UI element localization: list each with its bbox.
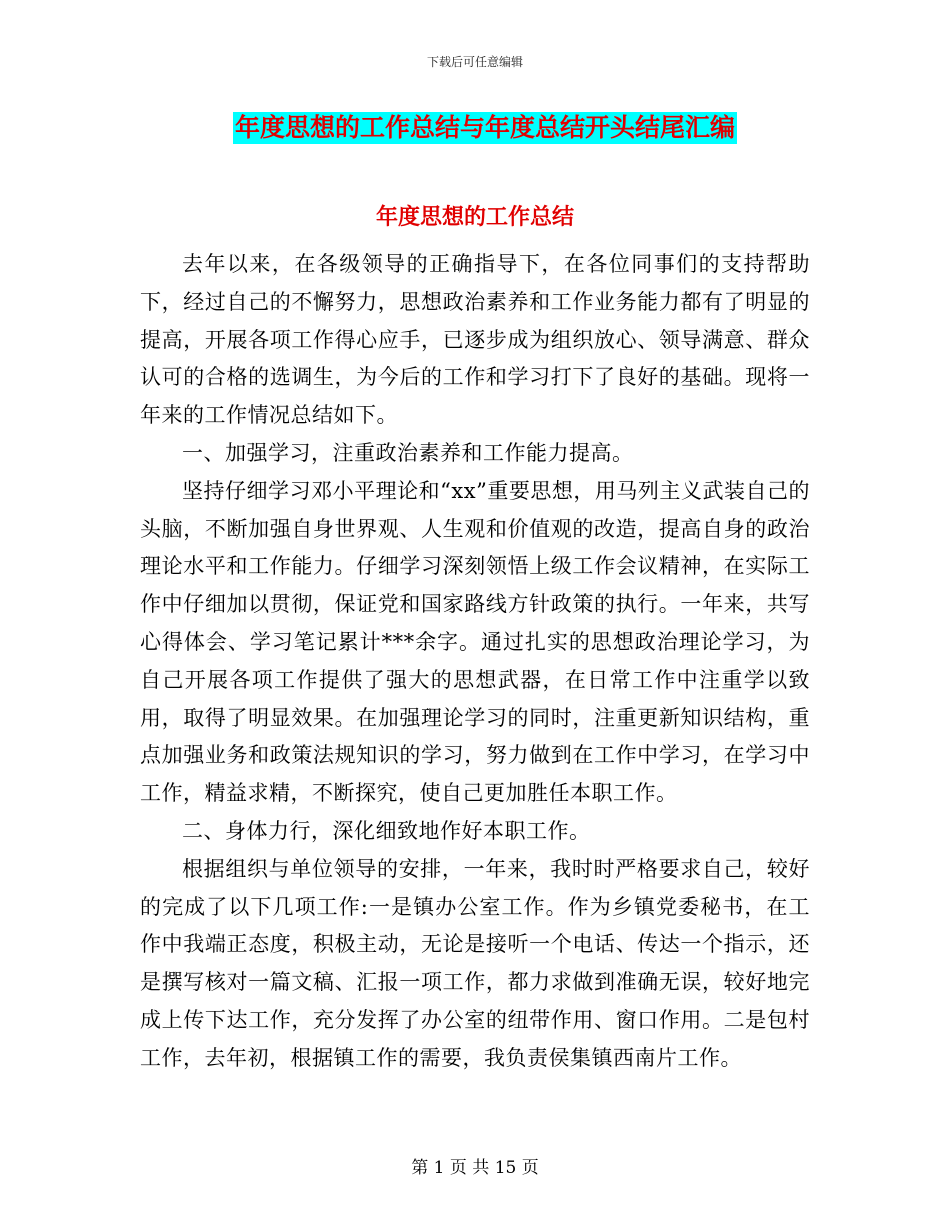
paragraph-heading: 二、身体力行，深化细致地作好本职工作。: [182, 818, 591, 843]
paragraph: 去年以来，在各级领导的正确指导下，在各位同事们的支持帮助下，经过自己的不懈努力，思想政治素养和工作业务能力都有了明显的提高，开展各项工作得心应手，已逐步成为组织放心、领导满意、群众认可的合格的选调生，为今后的工作和学习打下了良好的基础。现将一年来的工作情况总结如下。: [140, 252, 810, 428]
paragraph: 根据组织与单位领导的安排，一年来，我时时严格要求自己，较好的完成了以下几项工作:一是镇办公室工作。作为乡镇党委秘书，在工作中我端正态度，积极主动，无论是接听一个电话、传达一个指示，还是撰写核对一篇文稿、汇报一项工作，都力求做到准确无误，较好地完成上传下达工作，充分发挥了办公室的纽带作用、窗口作用。二是包村工作，去年初，根据镇工作的需要，我负责侯集镇西南片工作。: [140, 856, 810, 1070]
document-title: 年度思想的工作总结与年度总结开头结尾汇编: [235, 113, 736, 142]
page-number: 第 1 页 共 15 页: [411, 1158, 539, 1178]
document-body: [140, 246, 810, 1078]
paragraph-heading: 一、加强学习，注重政治素养和工作能力提高。: [182, 440, 634, 465]
header-note: 下载后可任意编辑: [426, 55, 523, 69]
section-title: 年度思想的工作总结: [375, 204, 574, 230]
paragraph: 坚持仔细学习邓小平理论和“xx”重要思想，用马列主义武装自己的头脑，不断加强自身世界观、人生观和价值观的改造，提高自身的政治理论水平和工作能力。仔细学习深刻领悟上级工作会议精神，在实际工作中仔细加以贯彻，保证党和国家路线方针政策的执行。一年来，共写心得体会、学习笔记累计***余字。通过扎实的思想政治理论学习，为自己开展各项工作提供了强大的思想武器，在日常工作中注重学以致用，取得了明显效果。在加强理论学习的同时，注重更新知识结构，重点加强业务和政策法规知识的学习，努力做到在工作中学习，在学习中工作，精益求精，不断探究，使自己更加胜任本职工作。: [140, 478, 810, 806]
